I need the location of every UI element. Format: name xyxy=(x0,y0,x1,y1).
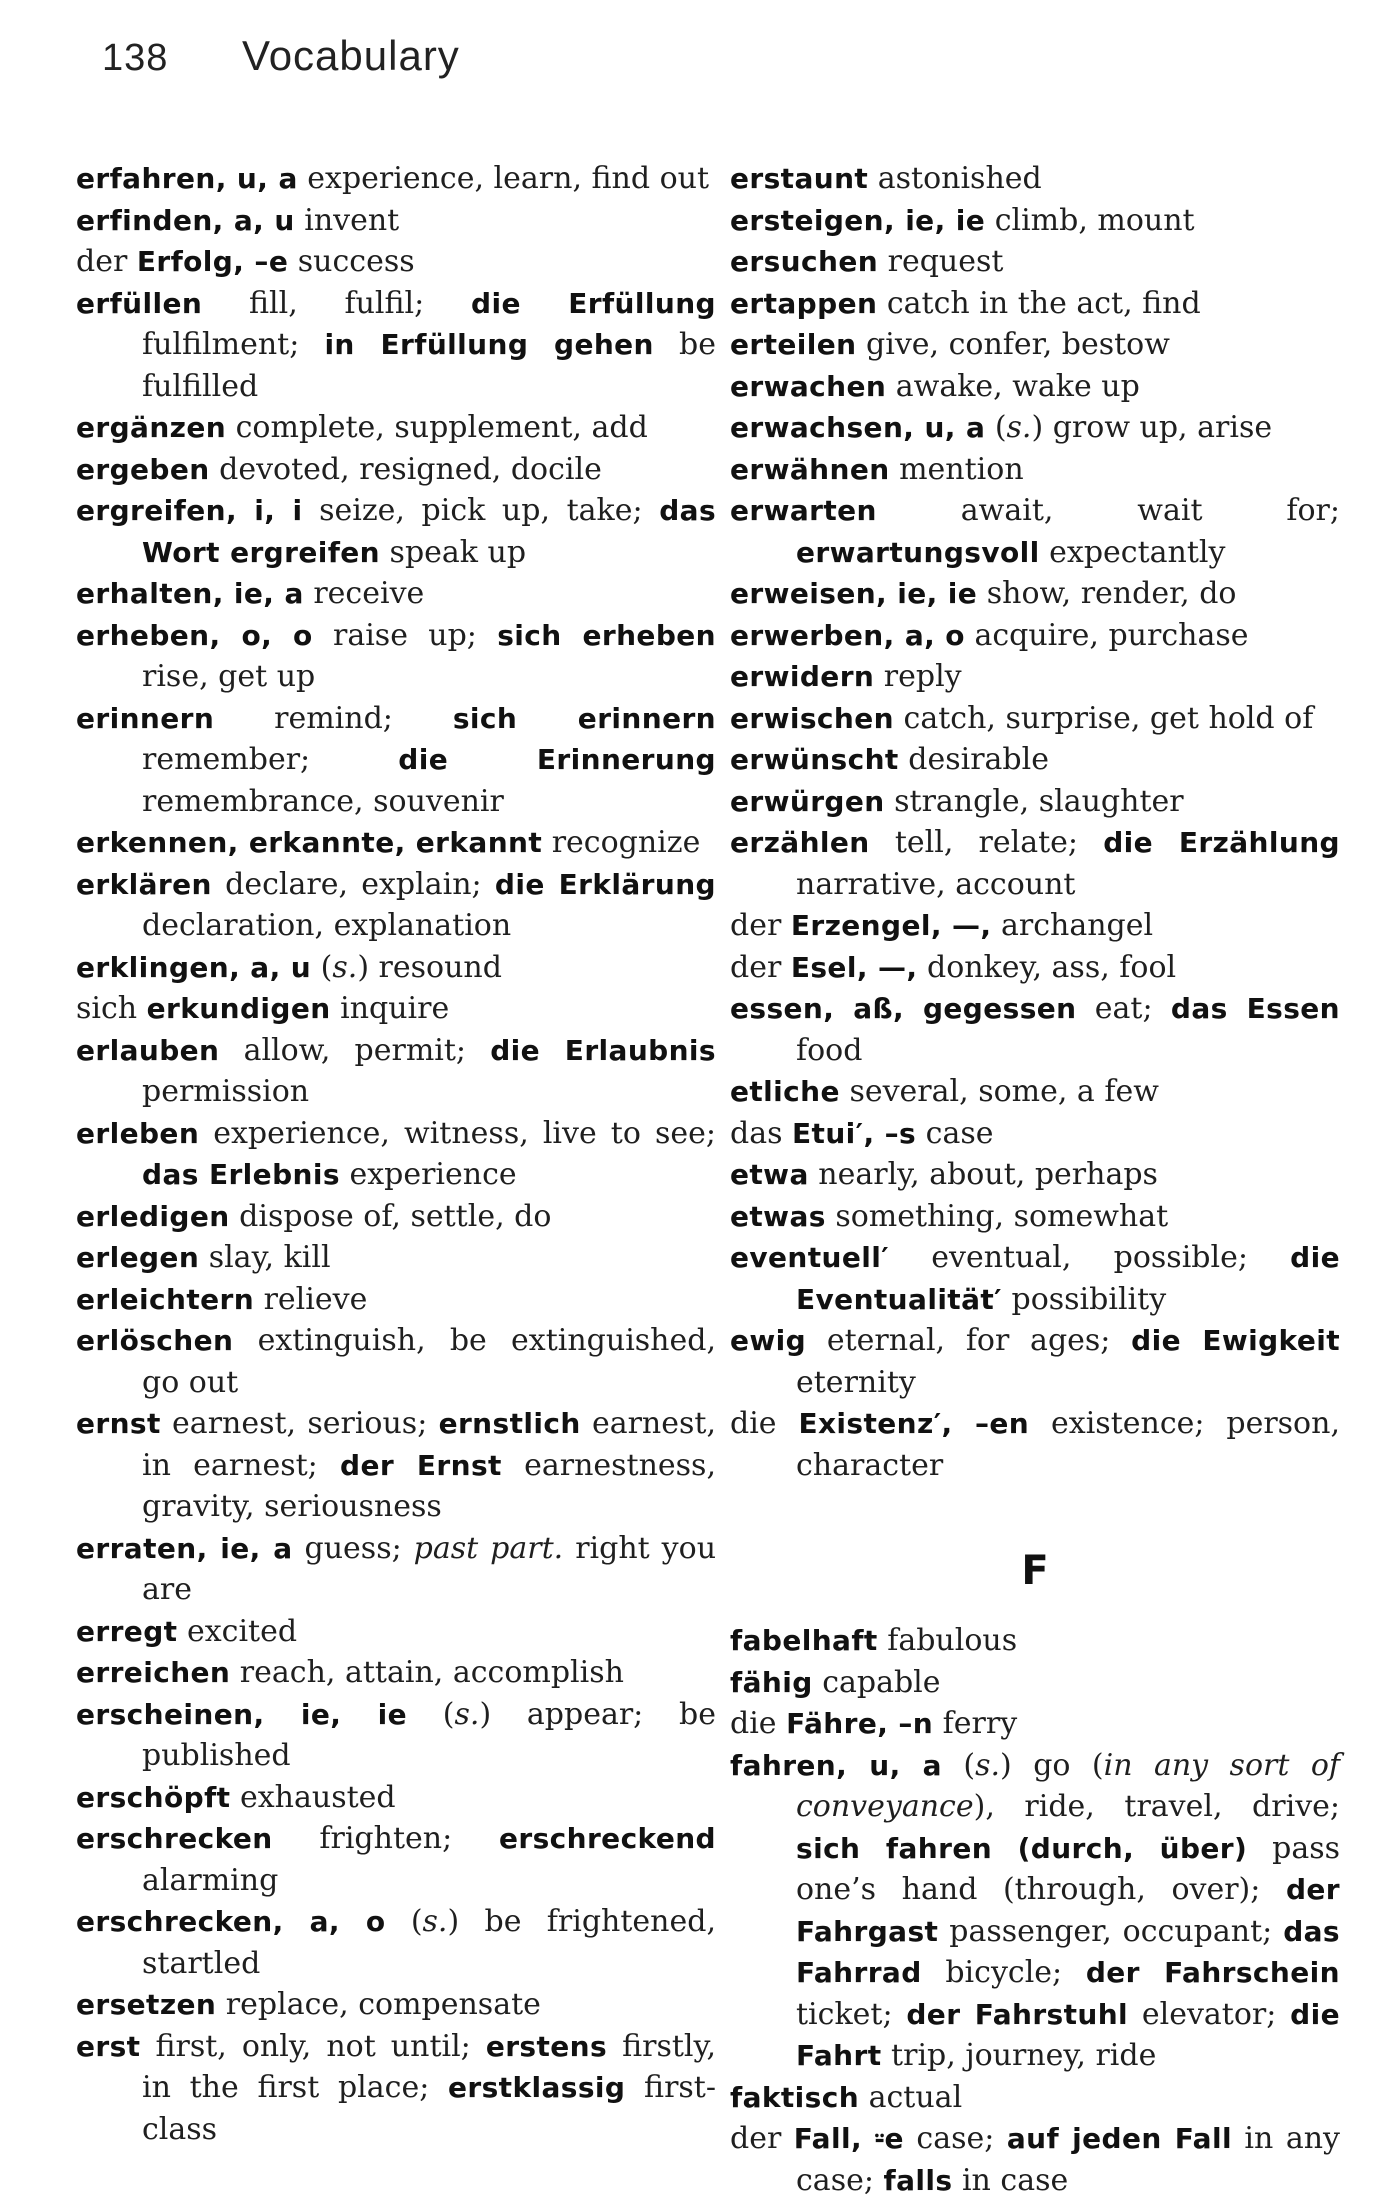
headword: erkundigen xyxy=(146,992,331,1025)
headword: erwerben, a, o xyxy=(730,618,965,652)
headword: erstens xyxy=(485,2029,608,2063)
headword: essen, aß, gegessen xyxy=(730,992,1077,1025)
vocabulary-entry xyxy=(730,366,1340,408)
definition-text: dispose of, settle, do xyxy=(229,1198,552,1234)
headword: die Erzählung xyxy=(1103,826,1340,859)
definition-text: slay, kill xyxy=(199,1240,331,1275)
definition-text: catch, surprise, get hold of xyxy=(894,700,1314,736)
italic-note: s. xyxy=(454,1696,480,1732)
definition-text: tell, relate; xyxy=(869,825,1104,860)
definition-text: ( xyxy=(385,1904,423,1939)
vocabulary-entry xyxy=(730,2077,1340,2119)
definition-text: existence; person, character xyxy=(796,1406,1340,1483)
definition-text: invent xyxy=(294,202,400,238)
definition-text: remind; xyxy=(214,700,453,736)
definition-text: ( xyxy=(941,1747,976,1783)
headword: erstaunt xyxy=(730,162,869,195)
definition-text: first-class xyxy=(142,2070,716,2147)
headword: erwachen xyxy=(730,369,887,403)
vocabulary-entry xyxy=(730,241,1340,283)
headword: erwünscht xyxy=(730,743,899,776)
definition-text: fill, fulfil; xyxy=(202,285,472,321)
italic-note: s. xyxy=(1006,410,1032,445)
definition-text: der xyxy=(730,2121,794,2156)
right-column-entries xyxy=(730,158,1340,1486)
vocabulary-entry xyxy=(76,1320,716,1403)
definition-text: expectantly xyxy=(1039,534,1226,570)
definition-text: capable xyxy=(812,1664,941,1700)
headword: ewig xyxy=(730,1324,807,1357)
definition-text: in case xyxy=(952,2162,1069,2198)
headword: sich erinnern xyxy=(452,701,716,735)
headword: erfinden, a, u xyxy=(76,203,295,237)
headword: die Erlaubnis xyxy=(490,1033,716,1067)
vocabulary-entry xyxy=(730,781,1340,823)
headword: eventuell′ xyxy=(730,1241,890,1274)
definition-text: elevator; xyxy=(1128,1996,1291,2032)
definition-text: der xyxy=(730,908,791,943)
vocabulary-entry xyxy=(76,2026,716,2151)
definition-text: declaration, explanation xyxy=(142,908,512,943)
vocabulary-entry xyxy=(730,1403,1340,1486)
definition-text: complete, supplement, add xyxy=(226,410,648,445)
vocabulary-entry xyxy=(730,1320,1340,1403)
vocabulary-entry xyxy=(730,1662,1340,1704)
definition-text: ( xyxy=(407,1696,455,1732)
definition-text: fulfilment; xyxy=(142,327,325,362)
definition-text: give, confer, bestow xyxy=(856,327,1170,362)
headword: erwartungsvoll xyxy=(796,535,1040,569)
definition-text: remember; xyxy=(142,742,399,777)
headword: erschöpft xyxy=(76,1780,231,1814)
vocabulary-entry xyxy=(730,573,1340,615)
vocabulary-entry xyxy=(76,158,716,200)
headword: der Fahrschein xyxy=(1085,1956,1340,1989)
headword: der Ernst xyxy=(340,1448,502,1482)
definition-text: experience, witness, live to see; xyxy=(199,1115,716,1151)
definition-text: eventual, possible; xyxy=(889,1240,1291,1275)
vocabulary-entry xyxy=(76,1652,716,1694)
vocabulary-entry xyxy=(76,200,716,242)
headword: ergreifen, i, i xyxy=(76,494,303,527)
definition-text: first, only, not until; xyxy=(140,2028,486,2064)
definition-text: show, render, do xyxy=(977,576,1237,611)
definition-text: eternal, for ages; xyxy=(806,1323,1132,1358)
vocabulary-entry xyxy=(730,1113,1340,1155)
italic-note: s. xyxy=(975,1747,1001,1783)
vocabulary-entry xyxy=(76,449,716,491)
headword: ergänzen xyxy=(76,411,227,444)
vocabulary-entry xyxy=(76,1030,716,1113)
headword: erlauben xyxy=(76,1033,220,1067)
headword: erklingen, a, u xyxy=(76,950,312,984)
vocabulary-entry xyxy=(76,947,716,989)
definition-text: in any case; xyxy=(796,2121,1340,2198)
headword: Esel, —, xyxy=(790,950,918,984)
vocabulary-entry xyxy=(730,1196,1340,1238)
definition-text: acquire, purchase xyxy=(964,617,1249,653)
definition-text: ferry xyxy=(933,1706,1018,1741)
vocabulary-entry xyxy=(76,1984,716,2026)
definition-text: narrative, account xyxy=(796,866,1076,902)
headword: erkennen, erkannte, erkannt xyxy=(76,826,543,859)
headword: erscheinen, ie, ie xyxy=(76,1697,408,1731)
headword: ersetzen xyxy=(76,1988,217,2021)
headword: ersuchen xyxy=(730,245,879,278)
vocabulary-entry xyxy=(730,1154,1340,1196)
definition-text: bicycle; xyxy=(921,1955,1086,1990)
italic-note: past part. xyxy=(413,1530,564,1566)
definition-text: catch in the act, find xyxy=(877,285,1201,321)
headword: auf jeden Fall xyxy=(1006,2122,1232,2155)
vocabulary-entry xyxy=(730,200,1340,242)
definition-text: ) appear; be published xyxy=(142,1696,716,1773)
definition-text: allow, permit; xyxy=(219,1032,491,1068)
definition-text: await, wait for; xyxy=(876,493,1340,528)
definition-text: excited xyxy=(177,1613,298,1649)
definition-text: food xyxy=(796,1032,863,1068)
headword: ergeben xyxy=(76,452,210,486)
definition-text: frighten; xyxy=(272,1821,499,1856)
headword: erfahren, u, a xyxy=(76,162,298,195)
definition-text: sich xyxy=(76,991,147,1026)
vocabulary-entry xyxy=(730,2118,1340,2201)
definition-text: experience, learn, find out xyxy=(297,161,710,196)
definition-text: nearly, about, perhaps xyxy=(808,1157,1158,1192)
headword: erst xyxy=(76,2029,141,2063)
headword: das Fahrrad xyxy=(796,1914,1340,1989)
definition-text: something, somewhat xyxy=(825,1198,1169,1234)
definition-text: earnestness, gravity, seriousness xyxy=(142,1447,716,1524)
definition-text: reach, attain, accomplish xyxy=(230,1655,624,1690)
definition-text: climb, mount xyxy=(985,202,1195,238)
headword: erfüllen xyxy=(76,286,203,320)
definition-text: rise, get up xyxy=(142,659,316,694)
vocabulary-entry xyxy=(730,407,1340,449)
vocabulary-entry xyxy=(76,1403,716,1528)
headword: erwarten xyxy=(730,494,877,527)
definition-text: extinguish, be extinguished, go out xyxy=(142,1323,716,1400)
definition-text: der xyxy=(730,949,791,985)
headword: faktisch xyxy=(730,2080,860,2114)
vocabulary-entry xyxy=(730,698,1340,740)
definition-text: earnest, in earnest; xyxy=(142,1406,716,1483)
definition-text: experience xyxy=(339,1157,517,1192)
headword: die Erfüllung xyxy=(471,286,716,320)
headword: die Erklärung xyxy=(494,867,716,901)
definition-text: success xyxy=(288,244,415,279)
vocabulary-entry xyxy=(76,407,716,449)
headword: erwachsen, u, a xyxy=(730,411,986,444)
definition-text: ) resound xyxy=(357,949,502,985)
definition-text: strangle, slaughter xyxy=(884,783,1184,819)
definition-text: guess; xyxy=(292,1530,414,1566)
vocabulary-entry xyxy=(730,324,1340,366)
headword: erschrecken xyxy=(76,1822,273,1855)
headword: Fall, ⸚e xyxy=(793,2122,904,2155)
headword: Erfolg, –e xyxy=(136,245,289,278)
definition-text: ( xyxy=(985,410,1007,445)
headword: ersteigen, ie, ie xyxy=(730,203,986,237)
headword: erstklassig xyxy=(448,2071,626,2104)
definition-text: request xyxy=(878,244,1004,279)
vocabulary-entry xyxy=(730,449,1340,491)
vocabulary-entry xyxy=(76,1237,716,1279)
headword: erwischen xyxy=(730,701,894,735)
definition-text: several, some, a few xyxy=(839,1074,1159,1109)
definition-text: ) grow up, arise xyxy=(1031,410,1273,445)
headword: erweisen, ie, ie xyxy=(730,577,978,610)
headword: die Ewigkeit xyxy=(1131,1324,1340,1357)
headword: erraten, ie, a xyxy=(76,1531,293,1565)
vocabulary-entry xyxy=(730,615,1340,657)
vocabulary-entry xyxy=(76,864,716,947)
left-column xyxy=(76,158,716,2150)
definition-text: desirable xyxy=(898,742,1049,777)
definition-text: ( xyxy=(311,949,333,985)
headword: fahren, u, a xyxy=(730,1748,942,1782)
headword: ernstlich xyxy=(438,1407,581,1440)
headword: erleichtern xyxy=(76,1282,255,1316)
headword: erwürgen xyxy=(730,784,885,818)
right-column xyxy=(730,158,1340,2201)
definition-text: alarming xyxy=(142,1862,279,1898)
headword: erschreckend xyxy=(498,1822,716,1855)
vocabulary-entry xyxy=(76,615,716,698)
definition-text: exhausted xyxy=(230,1779,396,1815)
headword: erlegen xyxy=(76,1241,200,1274)
headword: Existenz′, –en xyxy=(798,1407,1030,1440)
headword: erinnern xyxy=(76,701,215,735)
definition-text: ticket; xyxy=(796,1996,907,2032)
definition-text: right you are xyxy=(142,1530,717,1607)
definition-text: seize, pick up, take; xyxy=(302,493,660,528)
headword: sich fahren (durch, über) xyxy=(796,1831,1248,1865)
definition-text: case xyxy=(916,1115,994,1151)
vocabulary-entry xyxy=(76,822,716,864)
definition-text: eternity xyxy=(796,1364,916,1400)
headword: fabelhaft xyxy=(730,1624,878,1657)
vocabulary-entry xyxy=(730,283,1340,325)
headword: das Wort ergreifen xyxy=(142,494,717,569)
definition-text: remembrance, souvenir xyxy=(142,783,504,819)
definition-text: donkey, ass, fool xyxy=(917,949,1177,985)
vocabulary-entry xyxy=(76,1818,716,1901)
definition-text: earnest, serious; xyxy=(160,1406,439,1441)
vocabulary-entry xyxy=(76,1777,716,1819)
headword: in Erfüllung gehen xyxy=(324,328,654,361)
definition-text: raise up; xyxy=(312,617,498,653)
headword: etwa xyxy=(730,1158,809,1191)
vocabulary-entry xyxy=(730,1237,1340,1320)
headword: Erzengel, —, xyxy=(790,909,992,942)
definition-text: recognize xyxy=(542,825,701,860)
italic-note: s. xyxy=(332,949,358,985)
vocabulary-entry xyxy=(76,988,716,1030)
vocabulary-entry xyxy=(730,158,1340,200)
headword: erheben, o, o xyxy=(76,618,313,652)
headword: erwähnen xyxy=(730,452,890,486)
headword: falls xyxy=(883,2163,953,2197)
vocabulary-entry xyxy=(76,283,716,408)
vocabulary-entry xyxy=(76,698,716,823)
headword: Etui′, –s xyxy=(792,1116,917,1150)
running-title: Vocabulary xyxy=(242,32,460,79)
headword: fähig xyxy=(730,1665,813,1699)
vocabulary-entry xyxy=(730,1620,1340,1662)
vocabulary-entry xyxy=(730,656,1340,698)
vocabulary-entry xyxy=(76,241,716,283)
definition-text: receive xyxy=(303,576,425,611)
headword: Fähre, –n xyxy=(786,1707,934,1740)
section-f-entries xyxy=(730,1620,1340,2201)
headword: etwas xyxy=(730,1199,826,1233)
headword: die Erinnerung xyxy=(398,743,716,776)
vocabulary-entry xyxy=(730,1703,1340,1745)
definition-text: eat; xyxy=(1076,991,1171,1026)
vocabulary-entry xyxy=(76,1528,716,1611)
vocabulary-entry xyxy=(76,1611,716,1653)
definition-text: die xyxy=(730,1406,799,1441)
definition-text: speak up xyxy=(380,534,527,570)
definition-text: case; xyxy=(903,2121,1007,2156)
headword: etliche xyxy=(730,1075,840,1108)
headword: der Fahrgast xyxy=(796,1873,1340,1948)
definition-text: devoted, resigned, docile xyxy=(209,451,602,487)
definition-text: der xyxy=(76,244,137,279)
headword: ertappen xyxy=(730,286,878,320)
definition-text: ) go ( xyxy=(1000,1747,1104,1783)
definition-text: awake, wake up xyxy=(886,368,1140,404)
vocabulary-entry xyxy=(76,1113,716,1196)
vocabulary-entry xyxy=(76,1279,716,1321)
headword: erzählen xyxy=(730,826,870,859)
headword: erteilen xyxy=(730,328,857,361)
definition-text: mention xyxy=(889,451,1024,487)
definition-text: possibility xyxy=(1001,1281,1167,1317)
headword: erschrecken, a, o xyxy=(76,1905,386,1938)
vocabulary-entry xyxy=(730,739,1340,781)
headword: erhalten, ie, a xyxy=(76,577,304,610)
vocabulary-entry xyxy=(76,1196,716,1238)
definition-text: fabulous xyxy=(877,1623,1018,1658)
vocabulary-entry xyxy=(76,1901,716,1984)
italic-note: s. xyxy=(422,1904,448,1939)
headword: erwidern xyxy=(730,660,875,693)
vocabulary-entry xyxy=(730,822,1340,905)
headword: erledigen xyxy=(76,1199,230,1233)
definition-text: ), ride, travel, drive; xyxy=(973,1789,1340,1824)
definition-text: firstly, in the first place; xyxy=(142,2028,716,2105)
vocabulary-entry xyxy=(76,573,716,615)
definition-text: permission xyxy=(142,1074,310,1109)
definition-text: inquire xyxy=(330,991,450,1026)
definition-text: astonished xyxy=(868,161,1042,196)
vocabulary-entry xyxy=(730,905,1340,947)
section-letter-f: F xyxy=(1021,1548,1049,1594)
headword: sich erheben xyxy=(497,618,716,652)
definition-text: replace, compensate xyxy=(216,1987,541,2022)
definition-text: be fulfilled xyxy=(142,327,716,404)
page-number: 138 xyxy=(102,37,169,79)
vocabulary-entry xyxy=(76,1694,716,1777)
definition-text: actual xyxy=(859,2079,963,2115)
vocabulary-entry xyxy=(730,947,1340,989)
headword: erlöschen xyxy=(76,1324,234,1357)
headword: erreichen xyxy=(76,1656,231,1689)
definition-text: archangel xyxy=(991,908,1154,943)
italic-note: in any sort of conveyance xyxy=(796,1747,1341,1824)
vocabulary-entry xyxy=(730,490,1340,573)
definition-text: ) be frightened, startled xyxy=(142,1904,716,1981)
definition-text: trip, journey, ride xyxy=(881,2038,1157,2073)
definition-text: die xyxy=(730,1706,787,1741)
vocabulary-entry xyxy=(730,988,1340,1071)
headword: die Fahrt xyxy=(796,1997,1341,2072)
headword: erleben xyxy=(76,1116,200,1150)
headword: erregt xyxy=(76,1614,178,1648)
definition-text: relieve xyxy=(254,1281,368,1317)
definition-text: passenger, occupant; xyxy=(938,1913,1284,1949)
headword: das Erlebnis xyxy=(142,1158,340,1191)
vocabulary-entry xyxy=(730,1071,1340,1113)
definition-text: das xyxy=(730,1115,793,1151)
page-header xyxy=(102,32,460,102)
definition-text: reply xyxy=(874,659,962,694)
headword: das Essen xyxy=(1170,992,1340,1025)
vocabulary-entry xyxy=(730,1745,1340,2077)
headword: ernst xyxy=(76,1407,161,1440)
vocabulary-entry xyxy=(76,490,716,573)
headword: erklären xyxy=(76,867,212,901)
definition-text: pass one’s hand (through, over); xyxy=(796,1830,1341,1907)
headword: die Eventualität′ xyxy=(796,1241,1340,1316)
definition-text: declare, explain; xyxy=(211,866,495,902)
headword: der Fahrstuhl xyxy=(906,1997,1129,2031)
